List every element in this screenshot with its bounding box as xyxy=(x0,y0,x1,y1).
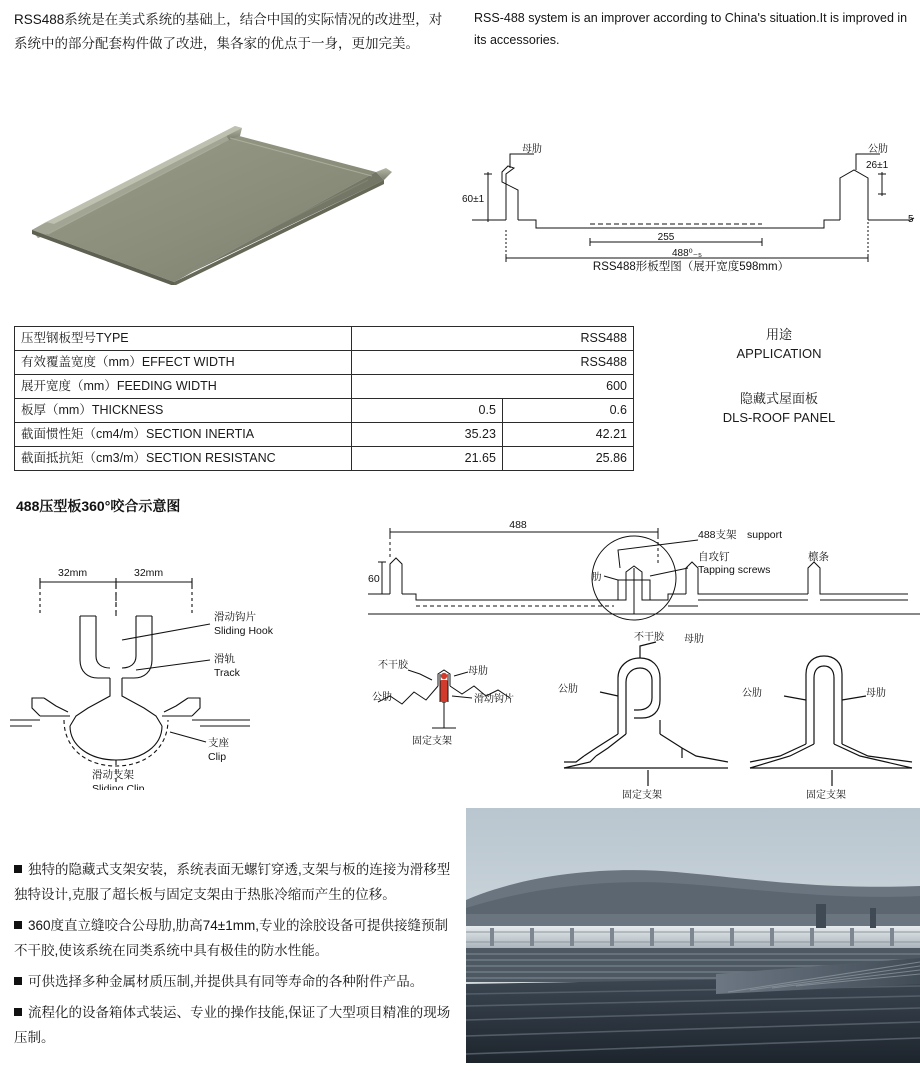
label-sliding-clip-en: Sliding Clip xyxy=(92,783,145,790)
spec-value: 600 xyxy=(352,375,634,399)
label-male-rib: 公肋 xyxy=(868,144,888,155)
label-total-width: 488⁰₋₅ xyxy=(672,248,702,259)
roof-photo xyxy=(466,808,920,1063)
detail-diagram-b xyxy=(556,630,736,800)
label-track-cn: 滑轨 xyxy=(214,653,235,665)
label-clip-cn: 支座 xyxy=(208,737,229,749)
bullet-square-icon xyxy=(14,921,22,929)
application-label-en: APPLICATION xyxy=(736,345,822,361)
detail-diagram-c xyxy=(740,630,920,800)
label-60: 60 xyxy=(368,573,380,585)
clip-seam-diagram xyxy=(10,520,360,790)
usage-label-en: DLS-ROOF PANEL xyxy=(722,409,836,425)
list-item xyxy=(14,1001,454,1051)
feature-text: 独特的隐藏式支架安装，系统表面无螺钉穿透,支架与板的连接为滑移型独特设计,克服了超长板与固定支架由于热胀冷缩而产生的位移。 xyxy=(14,862,451,902)
label-sliding-hook: 滑动钩片 xyxy=(474,694,514,705)
label-screw-en: Tapping screws xyxy=(698,564,771,576)
detail-diagram-a xyxy=(368,640,548,785)
bullet-square-icon xyxy=(14,1008,22,1016)
label-sliding-hook-cn: 滑动钩片 xyxy=(214,611,256,623)
label-male-rib: 公肋 xyxy=(742,688,762,699)
table-row xyxy=(15,399,634,423)
label-fixed-bracket: 固定支架 xyxy=(806,790,846,800)
label-male-dim: 26±1 xyxy=(866,160,889,171)
label-sliding-clip-cn: 滑动支架 xyxy=(92,769,134,781)
list-item xyxy=(14,914,454,964)
label-female-rib: 母肋 xyxy=(468,666,488,677)
intro-chinese: RSS488系统是在美式系统的基础上，结合中国的实际情况的改进型，对系统中的部分配套构件做了改进，集各家的优点于一身，更加完美。 xyxy=(14,12,443,51)
panel-photo xyxy=(24,110,444,285)
label-edge: 5 xyxy=(908,214,914,225)
table-row xyxy=(15,351,634,375)
feature-list xyxy=(14,858,454,1057)
section-title: 488压型板360°咬合示意图 xyxy=(16,498,181,514)
spec-label: 有效覆盖宽度（mm）EFFECT WIDTH xyxy=(15,351,352,375)
spec-label: 展开宽度（mm）FEEDING WIDTH xyxy=(15,375,352,399)
spec-value-1: 35.23 xyxy=(352,423,503,447)
label-female-rib: 母肋 xyxy=(684,634,704,645)
label-adhesive: 不干胶 xyxy=(378,660,408,671)
label-488: 488 xyxy=(509,519,527,531)
label-clip-en: Clip xyxy=(208,751,227,763)
label-screw-cn: 自攻钉 xyxy=(698,551,730,563)
list-item xyxy=(14,858,454,908)
spec-table xyxy=(14,326,634,471)
label-female-rib: 母肋 xyxy=(866,688,886,699)
label-fixed-bracket: 固定支架 xyxy=(622,790,662,800)
table-row xyxy=(15,327,634,351)
bullet-square-icon xyxy=(14,865,22,873)
list-item xyxy=(14,970,454,995)
spec-label: 板厚（mm）THICKNESS xyxy=(15,399,352,423)
table-row xyxy=(15,447,634,471)
application-label-cn: 用途 xyxy=(765,327,792,342)
label-height: 60±1 xyxy=(462,194,485,205)
label-bracket: 488支架 support xyxy=(698,529,783,541)
label-female-rib: 母肋 xyxy=(522,144,542,155)
label-purlin: 檩条 xyxy=(808,551,829,563)
label-fixed-bracket: 固定支架 xyxy=(412,736,452,747)
spec-label: 截面抵抗矩（cm3/m）SECTION RESISTANC xyxy=(15,447,352,471)
spec-value-2: 25.86 xyxy=(502,447,633,471)
spec-value-1: 0.5 xyxy=(352,399,503,423)
label-dim-left: 32mm xyxy=(58,567,88,579)
feature-text: 360度直立缝咬合公母肋,肋高74±1mm,专业的涂胶设备可提供接缝预制不干胶,使该系统在同类系统中具有极佳的防水性能。 xyxy=(14,917,448,958)
spec-value-1: 21.65 xyxy=(352,447,503,471)
profile-caption: RSS488形板型图（展开宽度598mm） xyxy=(592,261,790,273)
spec-label: 压型钢板型号TYPE xyxy=(15,327,352,351)
spec-value: RSS488 xyxy=(352,327,634,351)
table-row xyxy=(15,375,634,399)
label-adhesive: 不干胶 xyxy=(634,632,664,643)
spec-value-2: 0.6 xyxy=(502,399,633,423)
feature-text: 流程化的设备箱体式装运、专业的操作技能,保证了大型项目精准的现场压制。 xyxy=(14,1004,451,1045)
spec-application xyxy=(640,326,918,427)
spec-value: RSS488 xyxy=(352,351,634,375)
table-row xyxy=(15,423,634,447)
usage-label-cn: 隐藏式屋面板 xyxy=(739,390,818,406)
label-male-rib: 公肋 xyxy=(558,684,578,695)
label-track-en: Track xyxy=(214,667,240,679)
spec-label: 截面惯性矩（cm4/m）SECTION INERTIA xyxy=(15,423,352,447)
label-flat-width: 255 xyxy=(657,232,675,243)
label-male-rib: 公肋 xyxy=(372,692,392,703)
label-sliding-hook-en: Sliding Hook xyxy=(214,625,273,637)
label-rib: 肋 xyxy=(592,572,602,583)
bullet-square-icon xyxy=(14,977,22,985)
label-dim-right: 32mm xyxy=(134,567,164,579)
feature-text: 可供选择多种金属材质压制,并提供具有同等寿命的各种附件产品。 xyxy=(28,973,424,989)
intro-english: RSS-488 system is an improver according to China's situation.It is improved in its accessories. xyxy=(474,11,908,47)
panel-support-diagram xyxy=(368,510,920,650)
spec-value-2: 42.21 xyxy=(502,423,633,447)
